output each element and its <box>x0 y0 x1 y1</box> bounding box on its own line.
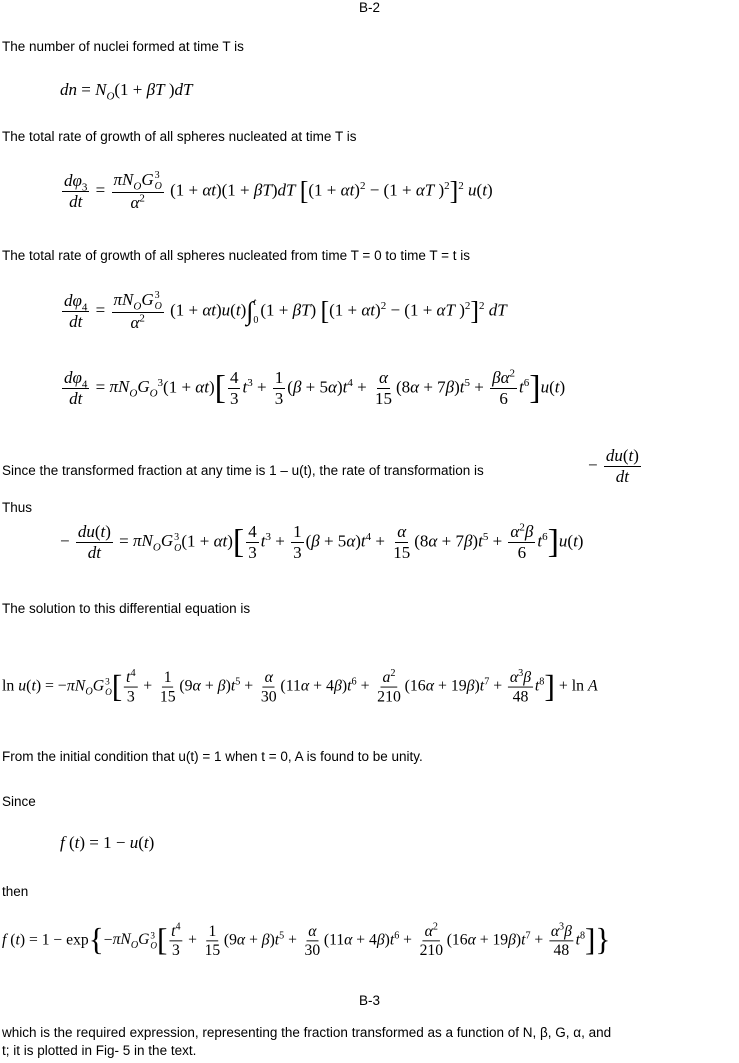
paragraph-growth-at-T: The total rate of growth of all spheres nucleated at time T is <box>2 129 357 144</box>
equation-dphi3: $\frac{d\varphi_3}{dt}$ = $\pi N_OG$ 3 O $\alpha^2$ (1 + αt)(1 + βT)dT [$(1 + \alpha t)^2 - (1 + \alpha T$ )$^2$]$^2$ u(t) <box>64 170 493 213</box>
paragraph-conclusion-line1: which is the required expression, representing the fraction transformed as a function of N, β, G, α, and <box>2 1025 612 1040</box>
paragraph-solution: The solution to this differential equation is <box>2 601 251 616</box>
paragraph-nuclei: The number of nuclei formed at time T is <box>2 39 244 54</box>
page-label-bottom: B-3 <box>358 993 380 1008</box>
equation-dn: dn = $N_O(1 + \beta T$ )dT <box>60 80 193 103</box>
equation-neg-du-dt-inline: − $\frac{du(t)}{dt}$ <box>588 446 639 486</box>
equation-ln-u: $\ln u(t) = -\pi N_OG$ 3 O [ $\frac{t^4}{3}$ + $\frac{1}{15}$ $(9\alpha + \beta)t^5$ + $\frac{\alpha}{30}$ $(11\alpha + 4\beta)t^6$ + $\frac{a^2}{210}$ $(16\alpha + 19\beta)t^7$ + $\frac{\alpha^3\beta}{48}$ $t^8] + \ln A$ <box>2 667 598 706</box>
equation-f-equals-1-minus-u: f (t) = 1 − u(t) <box>60 833 155 852</box>
paragraph-growth-total: The total rate of growth of all spheres nucleated from time T = 0 to time T = t is <box>2 248 470 263</box>
paragraph-then: then <box>2 884 29 899</box>
equation-f-exp: f $(t) = 1 - \exp\{-\pi N_OG$ 3 O [ $\frac{t^4}{3}$ + $\frac{1}{15}$ $(9\alpha + \beta)t^5$ + $\frac{\alpha}{30}$ $(11\alpha + 4\beta)t^6$ + $\frac{\alpha^2}{210}$ $(16\alpha + 19\beta)t^7$ + $\frac{\alpha^3\beta}{48}$ $t^8$]} <box>2 921 611 959</box>
equation-neg-du-dt: − $\frac{du(t)}{dt}$ = $\pi N_OG$ 3 O (1 + αt)[ $\frac{4}{3}$ $t^3$ + $\frac{1}{3}$ $(\beta + 5\alpha)t^4$ + $\frac{\alpha}{15}$ $(8\alpha + 7\beta)t^5$ + $\frac{\alpha^2\beta}{6}$ $t^6]u(t)$ <box>60 521 584 562</box>
paragraph-thus: Thus <box>2 500 33 515</box>
page-label-top: B-2 <box>358 0 380 15</box>
paragraph-since: Since <box>2 794 36 809</box>
paragraph-conclusion-line2: t; it is plotted in Fig- 5 in the text. <box>2 1043 197 1058</box>
paragraph-conclusion <box>2 1024 737 1060</box>
equation-dphi4-integral: $\frac{d\varphi_4}{dt}$ = $\pi N_OG$ 3 O $\alpha^2$ (1 + αt)u(t)∫ t 0 (1 + βT) [$(1 + \alpha t)^2 - (1 + \alpha T$ )$^2$]$^2$ dT <box>64 290 507 333</box>
equation-dphi4-expanded: $\frac{d\varphi_4}{dt}$ = $\pi N_OG_O^3(1 + \alpha t)$[ $\frac{4}{3}$ $t^3$ + $\frac{1}{3}$ $(\beta + 5\alpha)t^4$ + $\frac{\alpha}{15}$ $(8\alpha + 7\beta)t^5$ + $\frac{\beta\alpha^2}{6}$ $t^6]u(t)$ <box>64 367 566 408</box>
paragraph-initial-condition: From the initial condition that u(t) = 1 when t = 0, A is found to be unity. <box>2 749 423 764</box>
paragraph-rate-of-transformation: Since the transformed fraction at any time is 1 – u(t), the rate of transformation is <box>2 463 484 478</box>
